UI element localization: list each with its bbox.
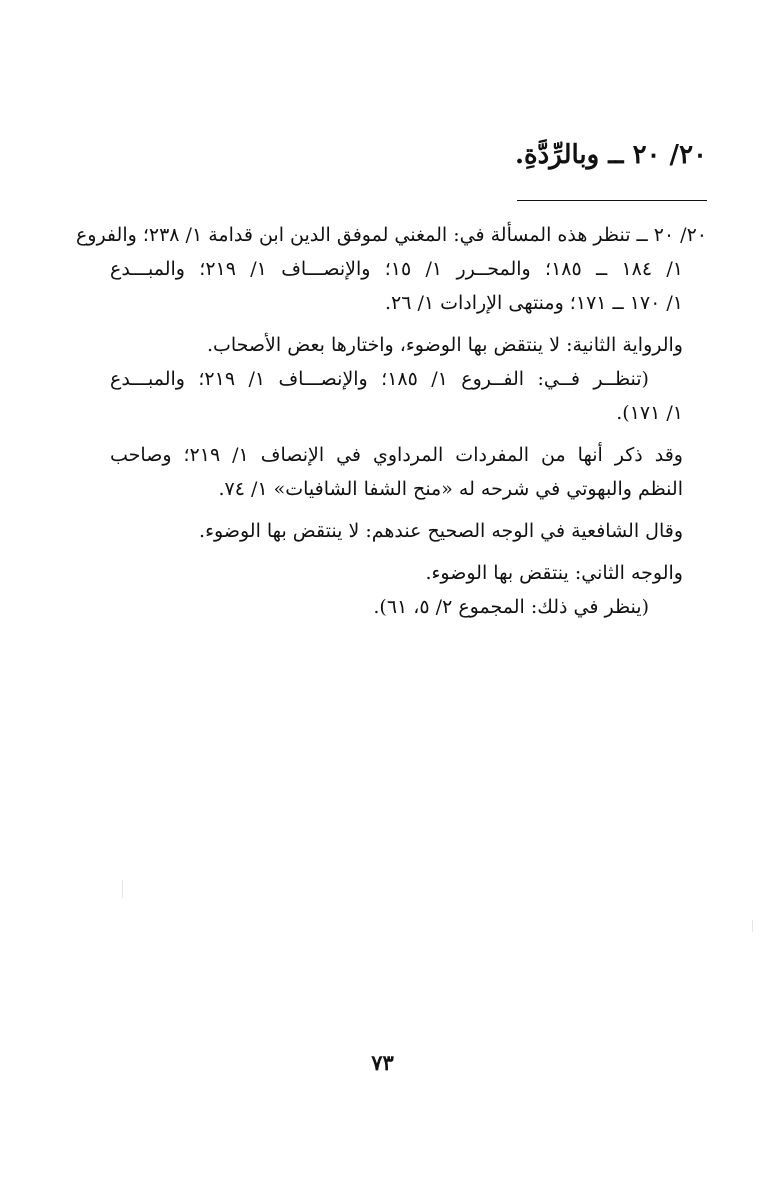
footnote-block [75, 218, 707, 624]
footnote-line: (تنظــر فــي: الفــروع ١/ ١٨٥؛ والإنصـــاف ١/ ٢١٩؛ والمبـــدع [110, 368, 649, 390]
footnote-line: ١/ ١٨٤ ــ ١٨٥؛ والمحــرر ١/ ١٥؛ والإنصـــاف ١/ ٢١٩؛ والمبـــدع [110, 258, 684, 280]
footnote-line: النظم والبهوتي في شرحه له «منح الشفا الشافيات» ١/ ٧٤. [218, 478, 683, 500]
scan-speck [752, 920, 753, 932]
footnote-line: ١/ ١٧١). [616, 402, 683, 424]
footnote-line: وقال الشافعية في الوجه الصحيح عندهم: لا ينتقض بها الوضوء. [199, 520, 683, 542]
footnote-line: وقد ذكر أنها من المفردات المرداوي في الإنصاف ١/ ٢١٩؛ وصاحب [110, 444, 683, 466]
footnote-line: والرواية الثانية: لا ينتقض بها الوضوء، واختارها بعض الأصحاب. [206, 334, 683, 356]
second-narration-paragraph [110, 328, 707, 430]
scan-speck [122, 880, 123, 898]
page-number: ٧٣ [371, 1050, 394, 1075]
footnote-separator [517, 200, 707, 201]
footnote-sources-paragraph [75, 218, 707, 320]
footnote-line: ٢٠/ ٢٠ ــ تنظر هذه المسألة في: المغني لموفق الدين ابن قدامة ١/ ٢٣٨؛ والفروع [75, 224, 707, 246]
footnote-line: والوجه الثاني: ينتقض بها الوضوء. [425, 562, 683, 584]
mufradat-paragraph [110, 438, 707, 506]
footnote-line: ١/ ١٧٠ ــ ١٧١؛ ومنتهى الإرادات ١/ ٢٦. [384, 292, 683, 314]
footnote-line: (ينظر في ذلك: المجموع ٢/ ٥، ٦١). [373, 596, 649, 618]
shafiiya-paragraph [110, 514, 707, 548]
second-aspect-paragraph [110, 556, 707, 624]
entry-heading: ٢٠/ ٢٠ ــ وبالرِّدَّةِ. [514, 140, 707, 170]
